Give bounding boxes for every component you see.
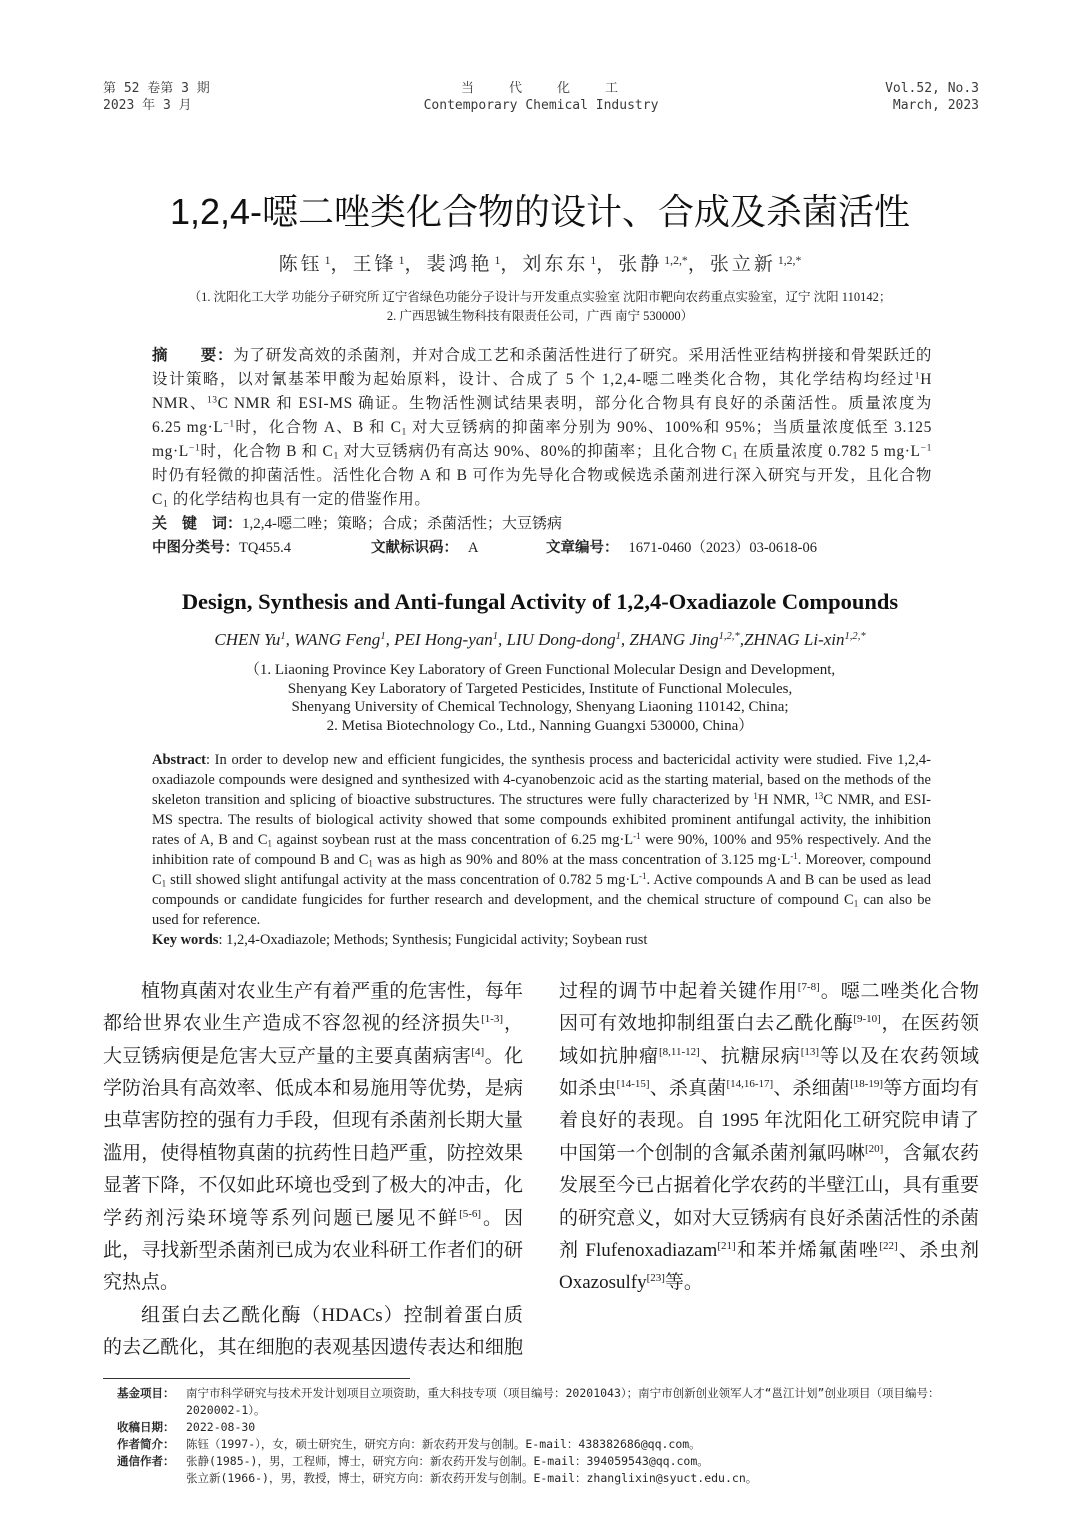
text-run: 、抗糖尿病: [699, 1045, 801, 1067]
superscript: [14-15]: [616, 1077, 650, 1090]
text-run: H NMR,: [757, 791, 815, 808]
text-run: C NMR, and ESI-MS spectra. The results of biological activity showed that some compounds exhibited prominent antifungal activity, the inhibition rates of A, B and C: [152, 791, 932, 848]
superscript: −1: [920, 442, 932, 454]
superscript: [21]: [717, 1239, 736, 1252]
footnote-text: 张静(1985-)，男，工程师，博士，研究方向：新农药开发与创制。E-mail：394059543@qq.com。: [186, 1454, 709, 1468]
text-run: 1,2,4-噁二唑；策略；合成；杀菌活性；大豆锈病: [242, 516, 563, 532]
footnote-author-bio: [103, 1436, 979, 1453]
footnote-corresponding-author-2: [103, 1470, 979, 1487]
superscript: 1,2,*: [718, 631, 740, 643]
bold-label: 摘 要：: [152, 347, 234, 364]
superscript: [9-10]: [853, 1013, 881, 1026]
subscript: 1: [853, 898, 859, 909]
document-code: [371, 536, 478, 560]
text-run: 时，化合物 B 和 C: [200, 443, 334, 460]
text-run: . Active compounds A and B can be used as lead compounds or candidate fungicides for further research and development, and the chemical structure of compound C: [152, 871, 931, 908]
subscript: 1: [732, 450, 738, 462]
superscript: 13: [814, 790, 824, 801]
superscript: 1,2,*: [664, 253, 688, 267]
text-run: 等方面均有着良好的表现。自 1995 年沈阳化工研究院申请了中国第一个创制的含氟杀菌剂氟吗啉: [559, 1078, 979, 1164]
abstract-cn: [152, 344, 932, 512]
text-run: , PEI Hong-yan: [385, 630, 493, 649]
text-run: 。噁二唑类化合物因可有效地抑制组蛋白去乙酰化酶: [559, 980, 979, 1035]
superscript: 1: [753, 790, 758, 801]
bold-label: Abstract: [152, 751, 206, 768]
text-run: 。化学防治具有高效率、低成本和易施用等优势，是病虫草害防控的强有力手段，但现有杀菌剂长期大量滥用，使得植物真菌的抗药性日趋严重，防控效果显著下降，不仅如此环境也受到了极大的冲击，化学药剂污染环境等系列问题已屡见不鲜: [103, 1045, 523, 1229]
text-run: C NMR 和 ESI-MS 确证。生物活性测试结果表明，部分化合物具有良好的杀菌活性。质量浓度为 6.25 mg·L: [152, 395, 932, 436]
text-run: were 90%, 100% and 95% respectively. And the inhibition rate of compound B and C: [152, 831, 932, 868]
superscript: [5-6]: [459, 1207, 482, 1220]
superscript: [18-19]: [850, 1077, 884, 1090]
article-number-label: 文章编号：: [546, 540, 619, 556]
article-title-en: Design, Synthesis and Anti-fungal Activity of 1,2,4-Oxadiazole Compounds: [181, 589, 899, 614]
journal-name-en: Contemporary Chemical Industry: [423, 98, 659, 113]
footnote-label-spacer: [117, 1470, 186, 1487]
journal-date-en: March, 2023: [892, 98, 979, 113]
superscript: 1: [398, 253, 405, 267]
superscript: [4]: [471, 1045, 485, 1058]
article-number: [546, 536, 817, 560]
text-run: CHEN Yu: [214, 630, 281, 649]
superscript: [7-8]: [797, 980, 820, 993]
superscript: [13]: [800, 1045, 820, 1058]
subscript: 1: [333, 450, 339, 462]
superscript: [20]: [865, 1142, 884, 1155]
superscript: [1-3]: [481, 1013, 504, 1026]
text-run: : In order to develop new and efficient fungicides, the synthesis process and bactericidal activity were studied. Five 1,2,4-oxadiazole compounds were designed and synthesized with 4-cyanobenzoic acid as the starting material, based on the methods of the skeleton transition and splicing of bioactive substructures. The structures were fully characterized by: [152, 751, 931, 808]
footnote-label: 通信作者：: [117, 1454, 175, 1468]
superscript: −1: [188, 442, 201, 454]
text-run: 。因此，寻找新型杀菌剂已成为农业科研工作者们的研究热点。: [103, 1207, 523, 1294]
clc-number-value: TQ455.4: [239, 540, 291, 556]
author-list-cn: [0, 252, 1080, 278]
text-run: , ZHANG Jing: [620, 630, 719, 649]
text-run: 对大豆锈病仍有高达 90%、80%的抑菌率；且化合物 C: [338, 443, 733, 460]
text-run: against soybean rust at the mass concentration of 6.25 mg·L: [272, 831, 634, 848]
text-run: : 1,2,4-Oxadiazole; Methods; Synthesis; Fungicidal activity; Soybean rust: [218, 931, 648, 948]
classification-row: [152, 536, 932, 560]
body-text: [103, 976, 979, 1365]
superscript: 1: [492, 631, 499, 643]
author-list-en: [0, 628, 1080, 652]
subscript: 1: [401, 426, 407, 438]
clc-number-label: 中图分类号：: [152, 540, 239, 556]
superscript: 1: [615, 631, 621, 643]
text-run: 植物真菌对农业生产有着严重的危害性，每年都给世界农业生产造成不容忽视的经济损失: [103, 980, 523, 1035]
body-paragraph: [103, 976, 523, 1300]
superscript: 1,2,*: [844, 631, 866, 643]
text-run: can also be used for reference.: [152, 891, 931, 928]
clc-number: [152, 536, 291, 560]
text-run: 、杀真菌: [649, 1078, 727, 1100]
affiliation-cn: [0, 288, 1080, 326]
journal-volume-issue: 第 52 卷第 3 期: [103, 81, 210, 96]
journal-volume-issue-en: Vol.52, No.3: [885, 81, 979, 96]
text-run: 为了研发高效的杀菌剂，并对合成工艺和杀菌活性进行了研究。采用活性亚结构拼接和骨架跃迁的设计策略，以对氰基苯甲酸为起始原料，设计、合成了 5 个 1,2,4-噁二唑类化合物，其化学结构均经过: [152, 347, 932, 388]
text-run: was as high as 90% and 80% at the mass concentration of 3.125 mg·L: [372, 851, 791, 868]
footnote-text: 陈钰（1997-），女，硕士研究生，研究方向：新农药开发与创制。E-mail：438382686@qq.com。: [186, 1437, 701, 1451]
text-run: 和苯并烯氟菌唑: [735, 1240, 880, 1262]
superscript: 1: [280, 631, 286, 643]
abstract-en: [152, 750, 931, 930]
text-run: 陈钰: [278, 254, 323, 275]
bold-label: Key words: [152, 931, 219, 948]
superscript: 1: [914, 370, 921, 382]
keywords-en: [152, 930, 931, 950]
footnote-label: 作者简介：: [117, 1437, 175, 1451]
footnote-funding: [103, 1385, 979, 1419]
header-right: [885, 80, 979, 114]
journal-date: 2023 年 3 月: [103, 98, 192, 113]
text-run: ，在医药领域如抗肿瘤: [559, 1013, 979, 1067]
footnote-text: 张立新(1966-)，男，教授，博士，研究方向：新农药开发与创制。E-mail：zhanglixin@syuct.edu.cn。: [186, 1471, 758, 1485]
superscript: -1: [790, 850, 798, 861]
text-run: ，王锋: [330, 254, 397, 275]
footnote-received-date: [103, 1419, 979, 1436]
text-run: , WANG Feng: [285, 630, 381, 649]
text-run: ，刘东东: [500, 254, 589, 275]
superscript: -1: [633, 830, 641, 841]
subscript: 1: [162, 498, 169, 510]
text-run: 时仍有轻微的抑菌活性。活性化合物 A 和 B 可作为先导化合物或候选杀菌剂进行深入研究与开发，且化合物 C: [152, 467, 932, 508]
text-run: ，裴鸿艳: [404, 254, 493, 275]
bold-label: 关 键 词：: [152, 516, 243, 532]
affiliation-cn-line: （1. 沈阳化工大学 功能分子研究所 辽宁省绿色功能分子设计与开发重点实验室 沈阳市靶向农药重点实验室，辽宁 沈阳 110142；: [188, 290, 892, 304]
article-title-cn: 1,2,4-噁二唑类化合物的设计、合成及杀菌活性: [169, 191, 911, 232]
affiliation-en-line: 2. Metisa Biotechnology Co., Ltd., Nanning Guangxi 530000, China）: [326, 718, 754, 735]
superscript: −1: [223, 418, 235, 430]
superscript: 1: [494, 253, 501, 267]
superscript: 1: [380, 631, 386, 643]
superscript: [14,16-17]: [726, 1077, 774, 1090]
text-run: ，大豆锈病便是危害大豆产量的主要真菌病害: [103, 1013, 523, 1067]
header-center: [103, 80, 979, 114]
text-run: ,ZHNAG Li-xin: [739, 630, 845, 649]
superscript: 1: [324, 253, 331, 267]
footnote-label: 基金项目：: [117, 1386, 175, 1400]
superscript: 13: [206, 394, 218, 406]
text-run: 等。: [664, 1272, 703, 1294]
footnote-text: 南宁市科学研究与技术开发计划项目立项资助，重大科技专项（项目编号：20201043）；南宁市创新创业领军人才“邕江计划”创业项目（项目编号：2020002-1）。: [186, 1386, 940, 1417]
superscript: 1,2,*: [777, 253, 802, 267]
text-run: ，张静: [596, 254, 663, 275]
text-run: 、杀虫剂 Oxazosulfy: [559, 1240, 979, 1294]
document-code-label: 文献标识码：: [371, 540, 458, 556]
superscript: -1: [639, 870, 647, 881]
text-run: 、杀细菌: [773, 1078, 851, 1100]
affiliation-en-line: Shenyang Key Laboratory of Targeted Pesticides, Institute of Functional Molecules,: [287, 680, 793, 697]
text-run: . Moreover, compound C: [152, 851, 931, 888]
subscript: 1: [368, 858, 373, 869]
affiliation-en: [0, 661, 1080, 736]
text-run: 对大豆锈病的抑菌率分别为 90%、100%和 95%；当质量浓度低至 3.125 mg·L: [152, 419, 933, 460]
affiliation-cn-line: 2. 广西思铖生物科技有限责任公司，广西 南宁 530000）: [386, 309, 694, 323]
text-run: ，张立新: [687, 254, 776, 275]
superscript: [8,11-12]: [658, 1045, 700, 1058]
affiliation-en-line: （1. Liaoning Province Key Laboratory of Green Functional Molecular Design and Development,: [244, 662, 836, 678]
text-run: 等以及在农药领域如杀虫: [559, 1045, 979, 1100]
subscript: 1: [161, 878, 167, 889]
footnote-divider: [103, 1378, 410, 1379]
text-run: 组蛋白去乙酰化酶（HDACs）控制着蛋白质的去乙酰化，其在细胞的表观基因遗传表达和细胞过程的调节中起着关键作用: [103, 980, 798, 1359]
text-run: H NMR、: [152, 371, 932, 412]
article-content: [0, 190, 1080, 1365]
text-run: ，含氟农药发展至今已占据着化学农药的半壁江山，具有重要的研究意义，如对大豆锈病有良好杀菌活性的杀菌剂 Flufenoxadiazam: [559, 1142, 979, 1262]
footnote-corresponding-author: [103, 1453, 979, 1470]
article-number-value: 1671-0460（2023）03-0618-06: [628, 540, 817, 556]
superscript: 1: [590, 253, 597, 267]
document-code-value: A: [468, 540, 479, 556]
text-run: 时，化合物 A、B 和 C: [234, 419, 402, 436]
footnote-text: 2022-08-30: [186, 1420, 256, 1434]
affiliation-en-line: Shenyang University of Chemical Technology, Shenyang Liaoning 110142, China;: [291, 699, 789, 716]
footnote-label: 收稿日期：: [117, 1420, 175, 1434]
keywords-cn: [152, 512, 932, 536]
subscript: 1: [267, 838, 273, 849]
superscript: [23]: [646, 1272, 665, 1285]
superscript: [22]: [879, 1239, 898, 1252]
text-run: , LIU Dong-dong: [498, 630, 616, 649]
journal-name-cn: 当 代 化 工: [460, 81, 621, 96]
text-run: 的化学结构也具有一定的借鉴作用。: [168, 491, 431, 508]
text-run: still showed slight antifungal activity at the mass concentration of 0.782 5 mg·L: [166, 871, 640, 888]
footnotes: [103, 1378, 979, 1487]
running-header: [103, 80, 979, 116]
text-run: 在质量浓度 0.782 5 mg·L: [737, 443, 921, 460]
